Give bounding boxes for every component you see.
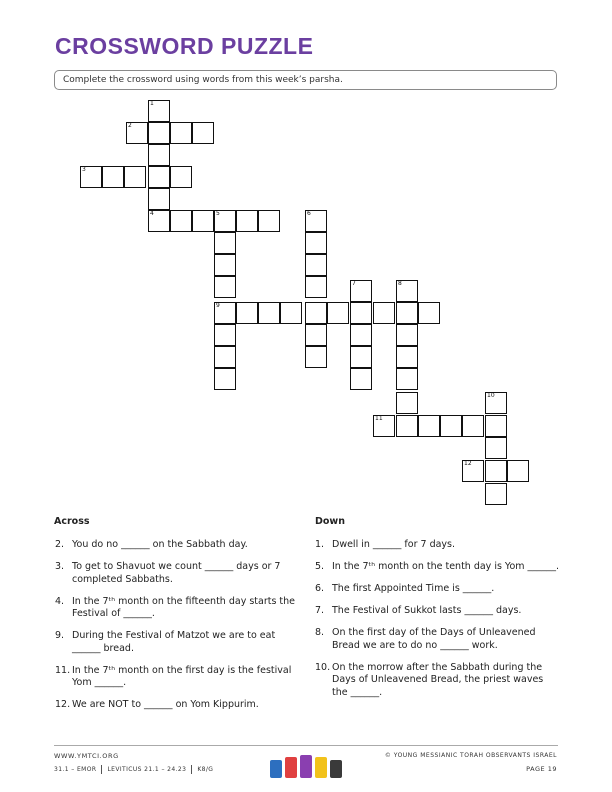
grid-cell[interactable] <box>214 254 236 276</box>
grid-cell[interactable] <box>258 302 280 324</box>
grid-cell[interactable] <box>350 280 372 302</box>
grid-cell[interactable] <box>214 276 236 298</box>
page-title: CROSSWORD PUZZLE <box>55 33 314 59</box>
grid-cell[interactable] <box>214 346 236 368</box>
clue-item: 8. On the first day of the Days of Unleavened Bread we are to do no ______ work. <box>315 627 536 651</box>
grid-cell[interactable] <box>350 368 372 390</box>
clue-item: 4. In the 7ᵗʰ month on the fifteenth day starts the Festival of ______. <box>55 595 296 619</box>
grid-cell[interactable] <box>350 346 372 368</box>
grid-cell[interactable] <box>236 302 258 324</box>
grid-cell[interactable] <box>148 210 170 232</box>
instructions-box: Complete the crossword using words from this week’s parsha. <box>54 70 557 90</box>
grid-cell[interactable] <box>396 392 418 414</box>
grid-cell[interactable] <box>396 415 418 437</box>
grid-cell[interactable] <box>214 324 236 346</box>
grid-cell[interactable] <box>418 415 440 437</box>
grid-cell[interactable] <box>305 324 327 346</box>
grid-cell[interactable] <box>485 483 507 505</box>
grid-cell[interactable] <box>305 210 327 232</box>
grid-cell[interactable] <box>124 166 146 188</box>
grid-cell[interactable] <box>192 122 214 144</box>
grid-cell[interactable] <box>148 166 170 188</box>
grid-cell[interactable] <box>396 368 418 390</box>
across-clues <box>55 539 305 721</box>
grid-cell[interactable] <box>396 346 418 368</box>
clue-number: 6 <box>307 210 311 217</box>
clue-number: 12 <box>464 460 472 467</box>
clue-number: 1 <box>150 100 154 107</box>
clue-number: 10 <box>487 392 495 399</box>
logo-figure-red <box>285 757 297 778</box>
grid-cell[interactable] <box>214 232 236 254</box>
grid-cell[interactable] <box>305 232 327 254</box>
grid-cell[interactable] <box>305 302 327 324</box>
grid-cell[interactable] <box>236 210 258 232</box>
clue-number: 4 <box>150 210 154 217</box>
clue-item: 2. You do no ______ on the Sabbath day. <box>55 539 248 550</box>
clue-number: 9 <box>216 302 220 309</box>
grid-cell[interactable] <box>373 415 395 437</box>
grid-cell[interactable] <box>80 166 102 188</box>
logo-figure-purple <box>300 755 312 778</box>
clue-item: 7. The Festival of Sukkot lasts ______ days. <box>315 605 522 616</box>
grid-cell[interactable] <box>148 188 170 210</box>
grid-cell[interactable] <box>170 210 192 232</box>
grid-cell[interactable] <box>327 302 349 324</box>
grid-cell[interactable] <box>280 302 302 324</box>
footer-copyright: © YOUNG MESSIANIC TORAH OBSERVANTS ISRAEL <box>384 752 557 759</box>
grid-cell[interactable] <box>462 415 484 437</box>
grid-cell[interactable] <box>214 302 236 324</box>
logo-figure-yellow <box>315 757 327 778</box>
grid-cell[interactable] <box>396 324 418 346</box>
clue-item: 11. In the 7ᵗʰ month on the first day is the festival Yom ______. <box>55 664 292 688</box>
logo-figure-blue <box>270 760 282 778</box>
down-clues <box>315 539 560 709</box>
clue-number: 8 <box>398 280 402 287</box>
grid-cell[interactable] <box>373 302 395 324</box>
grid-cell[interactable] <box>350 324 372 346</box>
grid-cell[interactable] <box>258 210 280 232</box>
clue-item: 9. During the Festival of Matzot we are to eat ______ bread. <box>55 630 276 654</box>
grid-cell[interactable] <box>440 415 462 437</box>
grid-cell[interactable] <box>148 144 170 166</box>
grid-cell[interactable] <box>192 210 214 232</box>
clue-number: 7 <box>352 280 356 287</box>
clue-item: 1. Dwell in ______ for 7 days. <box>315 539 456 550</box>
footer-page-number: PAGE 19 <box>526 765 557 773</box>
grid-cell[interactable] <box>507 460 529 482</box>
grid-cell[interactable] <box>170 166 192 188</box>
grid-cell[interactable] <box>170 122 192 144</box>
grid-cell[interactable] <box>396 302 418 324</box>
grid-cell[interactable] <box>485 460 507 482</box>
grid-cell[interactable] <box>305 346 327 368</box>
grid-cell[interactable] <box>148 100 170 122</box>
clue-number: 3 <box>82 166 86 173</box>
clue-number: 11 <box>375 415 383 422</box>
grid-cell[interactable] <box>102 166 124 188</box>
footer-reference: 31.1 – EMOR LEVITICUS 21.1 – 24.23 K8/G <box>54 766 214 773</box>
clue-number: 5 <box>216 210 220 217</box>
grid-cell[interactable] <box>485 437 507 459</box>
clue-item: 5. In the 7ᵗʰ month on the tenth day is Yom ______. <box>315 561 560 572</box>
grid-cell[interactable] <box>148 122 170 144</box>
grid-cell[interactable] <box>305 254 327 276</box>
grid-cell[interactable] <box>485 415 507 437</box>
grid-cell[interactable] <box>396 280 418 302</box>
grid-cell[interactable] <box>214 368 236 390</box>
clue-item: 12. We are NOT to ______ on Yom Kippurim. <box>55 699 259 710</box>
grid-cell[interactable] <box>126 122 148 144</box>
logo-figure-dark <box>330 760 342 778</box>
clue-number: 2 <box>128 122 132 129</box>
footer-website: WWW.YMTCI.ORG <box>54 752 119 760</box>
grid-cell[interactable] <box>485 392 507 414</box>
grid-cell[interactable] <box>462 460 484 482</box>
footer-divider <box>54 745 558 746</box>
grid-cell[interactable] <box>214 210 236 232</box>
down-heading: Down <box>315 516 345 527</box>
grid-cell[interactable] <box>418 302 440 324</box>
clue-item: 10. On the morrow after the Sabbath during the Days of Unleavened Bread, the priest waves the ______. <box>315 661 544 698</box>
ymtoi-logo <box>268 752 348 780</box>
grid-cell[interactable] <box>350 302 372 324</box>
clue-item: 3. To get to Shavuot we count ______ days or 7 completed Sabbaths. <box>55 561 281 585</box>
across-heading: Across <box>54 516 90 527</box>
grid-cell[interactable] <box>305 276 327 298</box>
clue-item: 6. The first Appointed Time is ______. <box>315 583 495 594</box>
